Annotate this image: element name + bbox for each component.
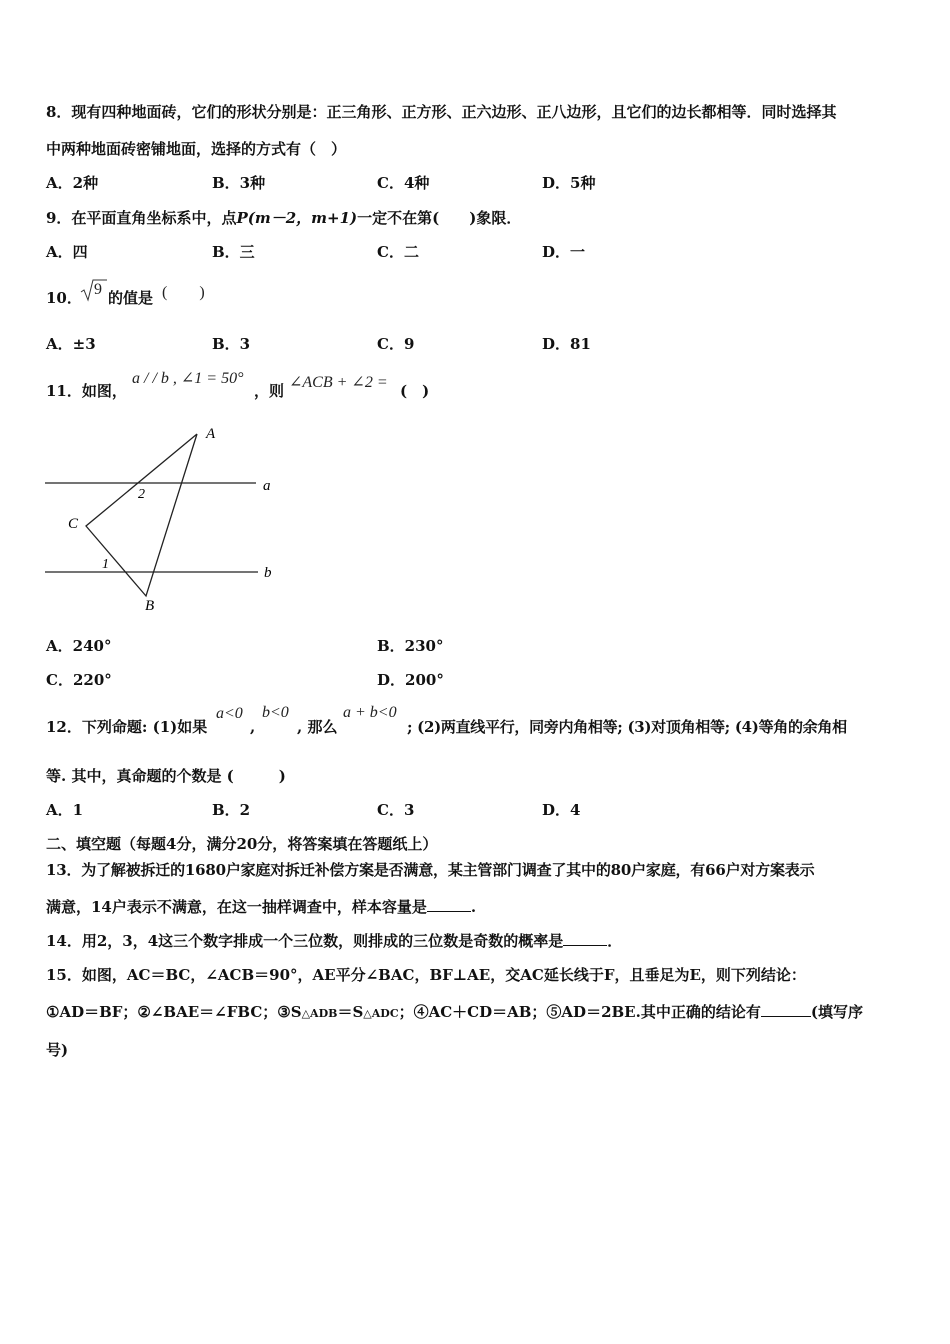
- q8-option-c: C．4种: [377, 174, 430, 192]
- q11-option-b: B．230°: [377, 637, 444, 655]
- q9-option-d: D．一: [542, 243, 586, 261]
- q11-option-a: A．240°: [46, 637, 112, 655]
- q15-answer-blank[interactable]: [761, 1002, 811, 1017]
- q13-line2-text: 满意，14户表示不满意，在这一抽样调查中，样本容量是: [46, 898, 427, 916]
- label-2: 2: [138, 487, 145, 502]
- q15-l2c: ；④AC＋CD＝AB；⑤AD＝2BE.其中正确的结论有: [398, 1003, 761, 1021]
- label-a: a: [263, 478, 271, 494]
- q13-line2: [46, 897, 476, 917]
- q9-option-b: B．三: [212, 243, 255, 261]
- q15-line3: 号): [46, 1041, 69, 1059]
- label-1: 1: [102, 557, 109, 572]
- q15-l2a: ①AD＝BF；②∠BAE＝∠FBC；③S: [46, 1003, 302, 1021]
- q9-option-a: A．四: [46, 243, 88, 261]
- q12-cond3: a + b<0: [343, 704, 397, 721]
- q12-tail: ; (2)两直线平行，同旁内角相等; (3)对顶角相等; (4)等角的余角相: [407, 718, 847, 736]
- q9-text: 9．在平面直角坐标系中，点: [46, 209, 237, 227]
- q10-radicand: 9: [94, 281, 102, 298]
- section-2-heading: 二、填空题（每题4分，满分20分，将答案填在答题纸上）: [46, 835, 438, 853]
- q14-end: ．: [607, 932, 623, 950]
- q9-stem: [46, 208, 521, 228]
- q12-then: , 那么: [297, 718, 338, 736]
- label-C: C: [68, 516, 79, 532]
- q12-cond2: b<0: [262, 704, 289, 721]
- q12-comma: ,: [250, 718, 256, 736]
- q10-tail: 的值是: [108, 289, 154, 307]
- q15-line2: [46, 1002, 863, 1024]
- q10-num: 10．: [46, 289, 82, 307]
- label-B: B: [145, 598, 155, 614]
- q12-line2: 等. 其中，真命题的个数是 ( ): [46, 767, 286, 785]
- q14-answer-blank[interactable]: [563, 931, 607, 946]
- q11-option-d: D．200°: [377, 671, 444, 689]
- q14-line: [46, 931, 622, 951]
- q9-option-c: C．二: [377, 243, 419, 261]
- q9-tail: 一定不在第( )象限．: [357, 209, 522, 227]
- q15-l2d: (填写序: [810, 1003, 863, 1021]
- q8-line2: 中两种地面砖密铺地面，选择的方式有（ ）: [46, 140, 347, 158]
- q15-l2b: ＝S: [337, 1003, 364, 1021]
- q8-option-a: A．2种: [46, 174, 99, 192]
- q8-line1: 8．现有四种地面砖，它们的形状分别是：正三角形、正方形、正六边形、正八边形，且它们的边长都相等．同时选择其: [46, 103, 837, 121]
- q10-paren: ( ): [162, 284, 205, 301]
- q11-condition: a / / b , ∠1 = 50°: [132, 370, 244, 387]
- q12-option-d: D．4: [542, 801, 581, 819]
- q14-text: 14．用2，3，4这三个数字排成一个三位数，则排成的三位数是奇数的概率是: [46, 932, 564, 950]
- q11-expression: ∠ACB + ∠2 =: [289, 374, 388, 391]
- q12-option-b: B．2: [212, 801, 251, 819]
- q10-option-a: A．±3: [46, 335, 96, 353]
- q13-line1: 13．为了解被拆迁的1680户家庭对拆迁补偿方案是否满意，某主管部门调查了其中的80户家庭，有66户对方案表示: [46, 861, 815, 879]
- q8-option-d: D．5种: [542, 174, 596, 192]
- q9-point: P(m－2，m+1): [236, 209, 358, 227]
- q12-num: 12．下列命题: (1)如果: [46, 718, 208, 736]
- q11-mid: ，则: [254, 382, 285, 400]
- q8-option-b: B．3种: [212, 174, 266, 192]
- q13-answer-blank[interactable]: [427, 897, 471, 912]
- q11-option-c: C．220°: [46, 671, 112, 689]
- q11-num: 11．如图，: [46, 382, 127, 400]
- q12-option-c: C．3: [377, 801, 415, 819]
- q10-option-c: C．9: [377, 335, 415, 353]
- q13-end: .: [470, 898, 477, 916]
- q10-option-d: D．81: [542, 335, 591, 353]
- q10-option-b: B．3: [212, 335, 251, 353]
- q15-line1: 15．如图，AC＝BC，∠ACB＝90°，AE平分∠BAC，BF⊥AE，交AC延长线于F，且垂足为E，则下列结论：: [46, 966, 806, 984]
- label-b: b: [264, 565, 272, 581]
- q11-figure: [40, 420, 290, 620]
- q11-paren: ( ): [400, 382, 430, 400]
- q12-cond1: a<0: [216, 705, 243, 722]
- q15-sub1: △ADB: [301, 1007, 338, 1020]
- q15-sub2: △ADC: [363, 1007, 399, 1020]
- q12-option-a: A．1: [46, 801, 84, 819]
- label-A: A: [206, 426, 216, 442]
